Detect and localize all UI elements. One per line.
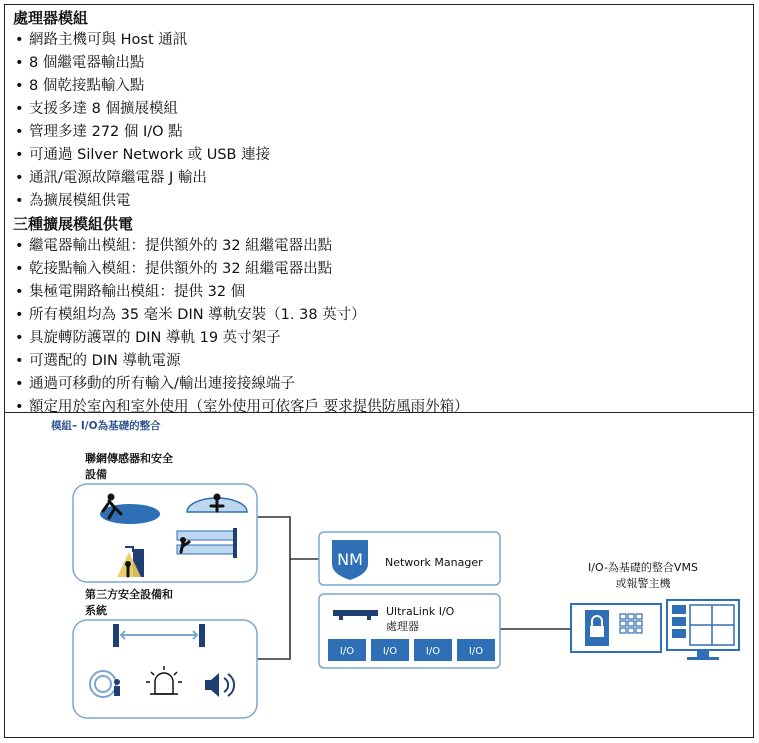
nm-label: Network Manager (385, 556, 483, 569)
sensors-label-line2: 設備 (85, 468, 107, 481)
io-module (328, 639, 366, 661)
section-heading-processor: 處理器模組 (13, 9, 89, 27)
list-item: • 具旋轉防護罩的 DIN 導軌 19 英寸架子 (15, 330, 281, 346)
list-item: • 集極電開路輸出模組：提供 32 個 (15, 284, 246, 300)
sensors-connector (257, 517, 319, 559)
vms-monitor-icon (667, 600, 739, 660)
svg-text:I/O: I/O (339, 646, 355, 657)
alarm-panel-icon (571, 604, 661, 652)
thirdparty-label-line1: 第三方安全設備和 (85, 588, 173, 601)
svg-text:I/O: I/O (468, 646, 484, 657)
io-module (414, 639, 452, 661)
io-module (457, 639, 495, 661)
io-module (371, 639, 409, 661)
section-heading-expansion: 三種擴展模組供電 (13, 215, 134, 233)
vms-label-line1: I/O-為基礎的整合VMS (588, 561, 698, 574)
list-item: • 通過可移動的所有輸入/輸出連接接線端子 (15, 376, 295, 392)
svg-text:I/O: I/O (425, 646, 441, 657)
integration-diagram-svg (5, 414, 753, 736)
integration-diagram (5, 414, 753, 736)
list-item: • 支援多達 8 個擴展模組 (15, 101, 178, 117)
list-item: • 額定用於室內和室外使用（室外使用可依客戶 要求提供防風雨外箱） (15, 399, 469, 415)
sensors-label-line1: 聯網傳感器和安全 (85, 452, 173, 465)
list-item: • 乾接點輸入模組：提供額外的 32 組繼電器出點 (15, 261, 333, 277)
feature-list (13, 7, 748, 419)
nm-badge: NM (337, 550, 363, 569)
thirdparty-label-line2: 系統 (85, 604, 107, 617)
diagram-title: 模組– I/O為基礎的整合 (51, 420, 161, 432)
processor-rail-icon (333, 610, 378, 616)
thirdparty-connector (257, 559, 290, 659)
list-item: • 可通過 Silver Network 或 USB 連接 (15, 147, 271, 163)
list-item: • 繼電器輸出模組：提供額外的 32 組繼電器出點 (15, 238, 333, 254)
list-item: • 所有模組均為 35 毫米 DIN 導軌安裝（1. 38 英寸） (15, 307, 366, 323)
ultralink-label-line1: UltraLink I/O (386, 605, 455, 618)
list-item: • 管理多達 272 個 I/O 點 (15, 124, 183, 140)
list-item: • 網路主機可與 Host 通訊 (15, 32, 188, 48)
list-item: • 8 個乾接點輸入點 (15, 78, 145, 94)
vms-label-line2: 或報警主機 (615, 577, 671, 590)
list-item: • 通訊/電源故障繼電器 J 輸出 (15, 170, 207, 186)
list-item: • 為擴展模組供電 (15, 193, 131, 209)
svg-text:I/O: I/O (382, 646, 398, 657)
ultralink-label-line2: 處理器 (386, 620, 419, 633)
list-item: • 可選配的 DIN 導軌電源 (15, 353, 181, 369)
list-item: • 8 個繼電器輸出點 (15, 55, 145, 71)
